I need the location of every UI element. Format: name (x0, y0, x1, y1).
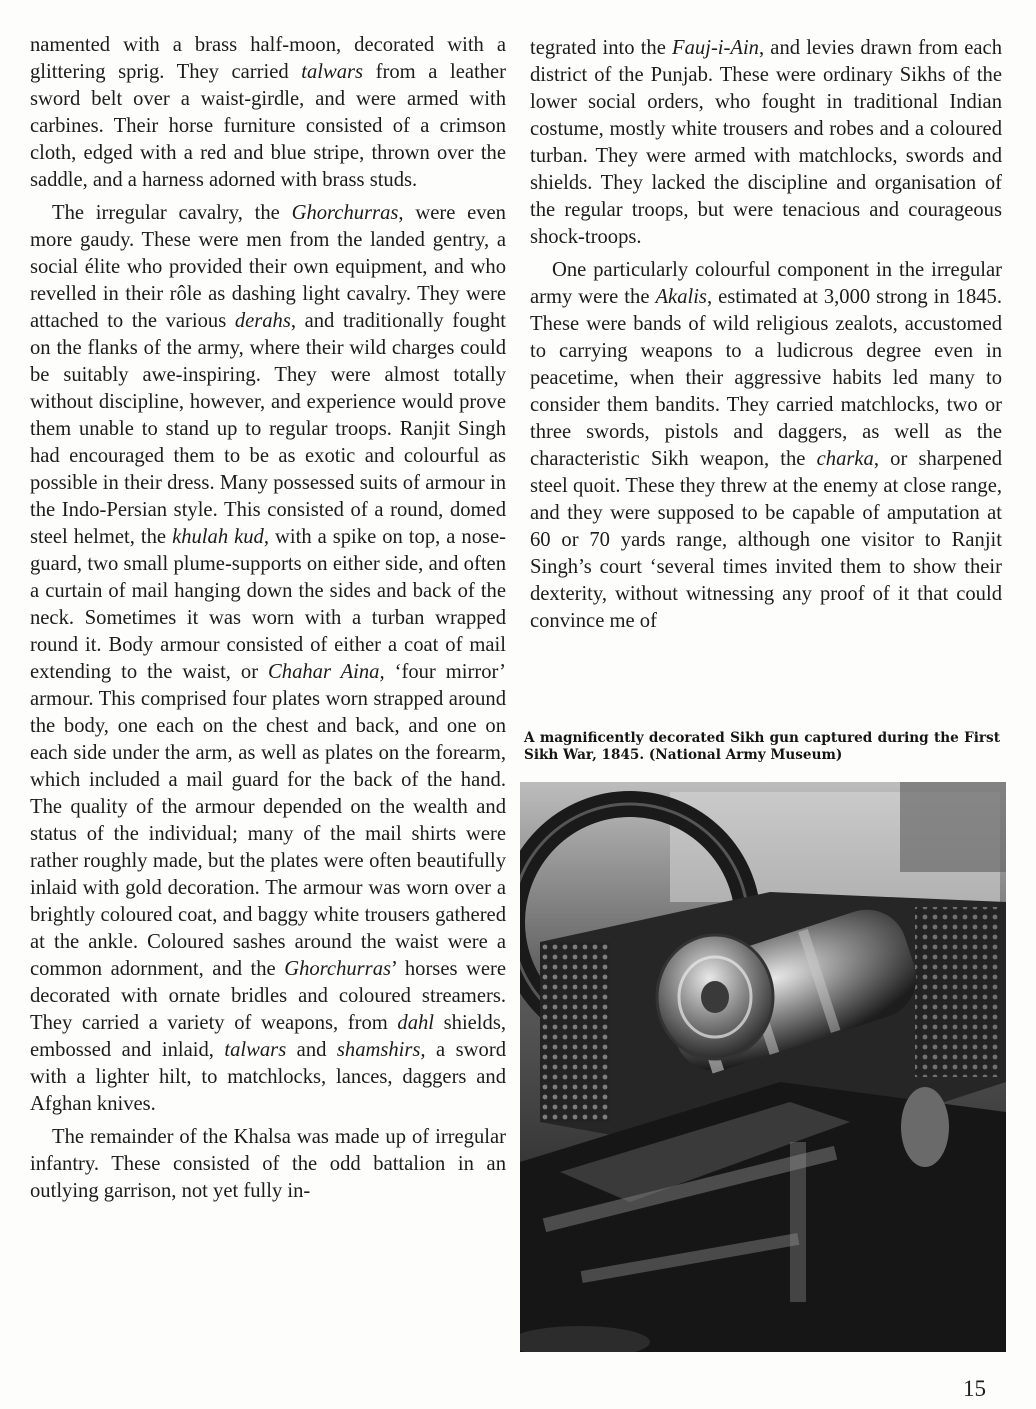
paragraph: tegrated into the Fauj-i-Ain, and levies drawn from each district of the Punjab. These were ordinary Sikhs of the lower social orders, who fought in traditional Indian costume, mostly white trousers and robes and a coloured turban. They were armed with matchlocks, swords and shields. They lacked the discipline and organisation of the regular troops, but were tenacious and courageous shock-troops. (530, 37, 1002, 248)
figure-caption: A magnificently decorated Sikh gun captured during the First Sikh War, 1845. (National Army Museum) (524, 730, 1000, 763)
cannon-illustration (520, 782, 1006, 1352)
right-column (530, 35, 1002, 635)
left-column (30, 32, 506, 1205)
paragraph: The irregular cavalry, the Ghorchurras, were even more gaudy. These were men from the landed gentry, a social élite who provided their own equipment, and who revelled in their rôle as dashing light cavalry. They were attached to the various derahs, and traditionally fought on the flanks of the army, where their wild charges could be suitably awe-inspiring. They were almost totally without discipline, however, and experience would prove them unable to stand up to regular troops. Ranjit Singh had encouraged them to be as exotic and colourful as possible in their dress. Many possessed suits of armour in the Indo-Persian style. This consisted of a round, domed steel helmet, the khulah kud, with a spike on top, a nose-guard, two small plume-supports on either side, and often a curtain of mail hanging down the sides and back of the neck. Sometimes it was worn with a turban wrapped round it. Body armour consisted of either a coat of mail extending to the waist, or Chahar Aina, ‘four mirror’ armour. This comprised four plates worn strapped around the body, one each on the chest and back, and one on each side under the arm, as well as plates on the forearm, which included a mail guard for the back of the hand. The quality of the armour depended on the wealth and status of the individual; many of the mail shirts were rather roughly made, but the plates were often beautifully inlaid with gold decoration. The armour was worn over a brightly coloured coat, and baggy white trousers gathered at the ankle. Coloured sashes around the waist were a common adornment, and the Ghorchurras’ horses were decorated with ornate bridles and coloured streamers. They carried a variety of weapons, from dahl shields, embossed and inlaid, talwars and shamshirs, a sword with a lighter hilt, to matchlocks, lances, daggers and Afghan knives. (30, 202, 507, 1115)
paragraph: The remainder of the Khalsa was made up of irregular infantry. These consisted of the odd battalion in an outlying garrison, not yet fully in- (30, 1126, 506, 1202)
page-number: 15 (963, 1376, 986, 1401)
paragraph: namented with a brass half-moon, decorated with a glittering sprig. They carried talwars from a leather sword belt over a waist-girdle, and were armed with carbines. Their horse furniture consisted of a crimson cloth, edged with a red and blue stripe, thrown over the saddle, and a harness adorned with brass studs. (30, 34, 506, 191)
paragraph: One particularly colourful component in the irregular army were the Akalis, estimated at 3,000 strong in 1845. These were bands of wild religious zealots, accustomed to carrying weapons to a ludicrous degree even in peacetime, when their aggressive habits led many to consider them bandits. They carried matchlocks, two or three swords, pistols and daggers, as well as the characteristic Sikh weapon, the charka, or sharpened steel quoit. These they threw at the enemy at close range, and they were supposed to be capable of amputation at 60 or 70 yards range, although one visitor to Ranjit Singh’s court ‘several times invited them to show their dexterity, without witnessing any proof of it that could convince me of (530, 259, 1002, 632)
sikh-gun-photo (520, 782, 1006, 1352)
